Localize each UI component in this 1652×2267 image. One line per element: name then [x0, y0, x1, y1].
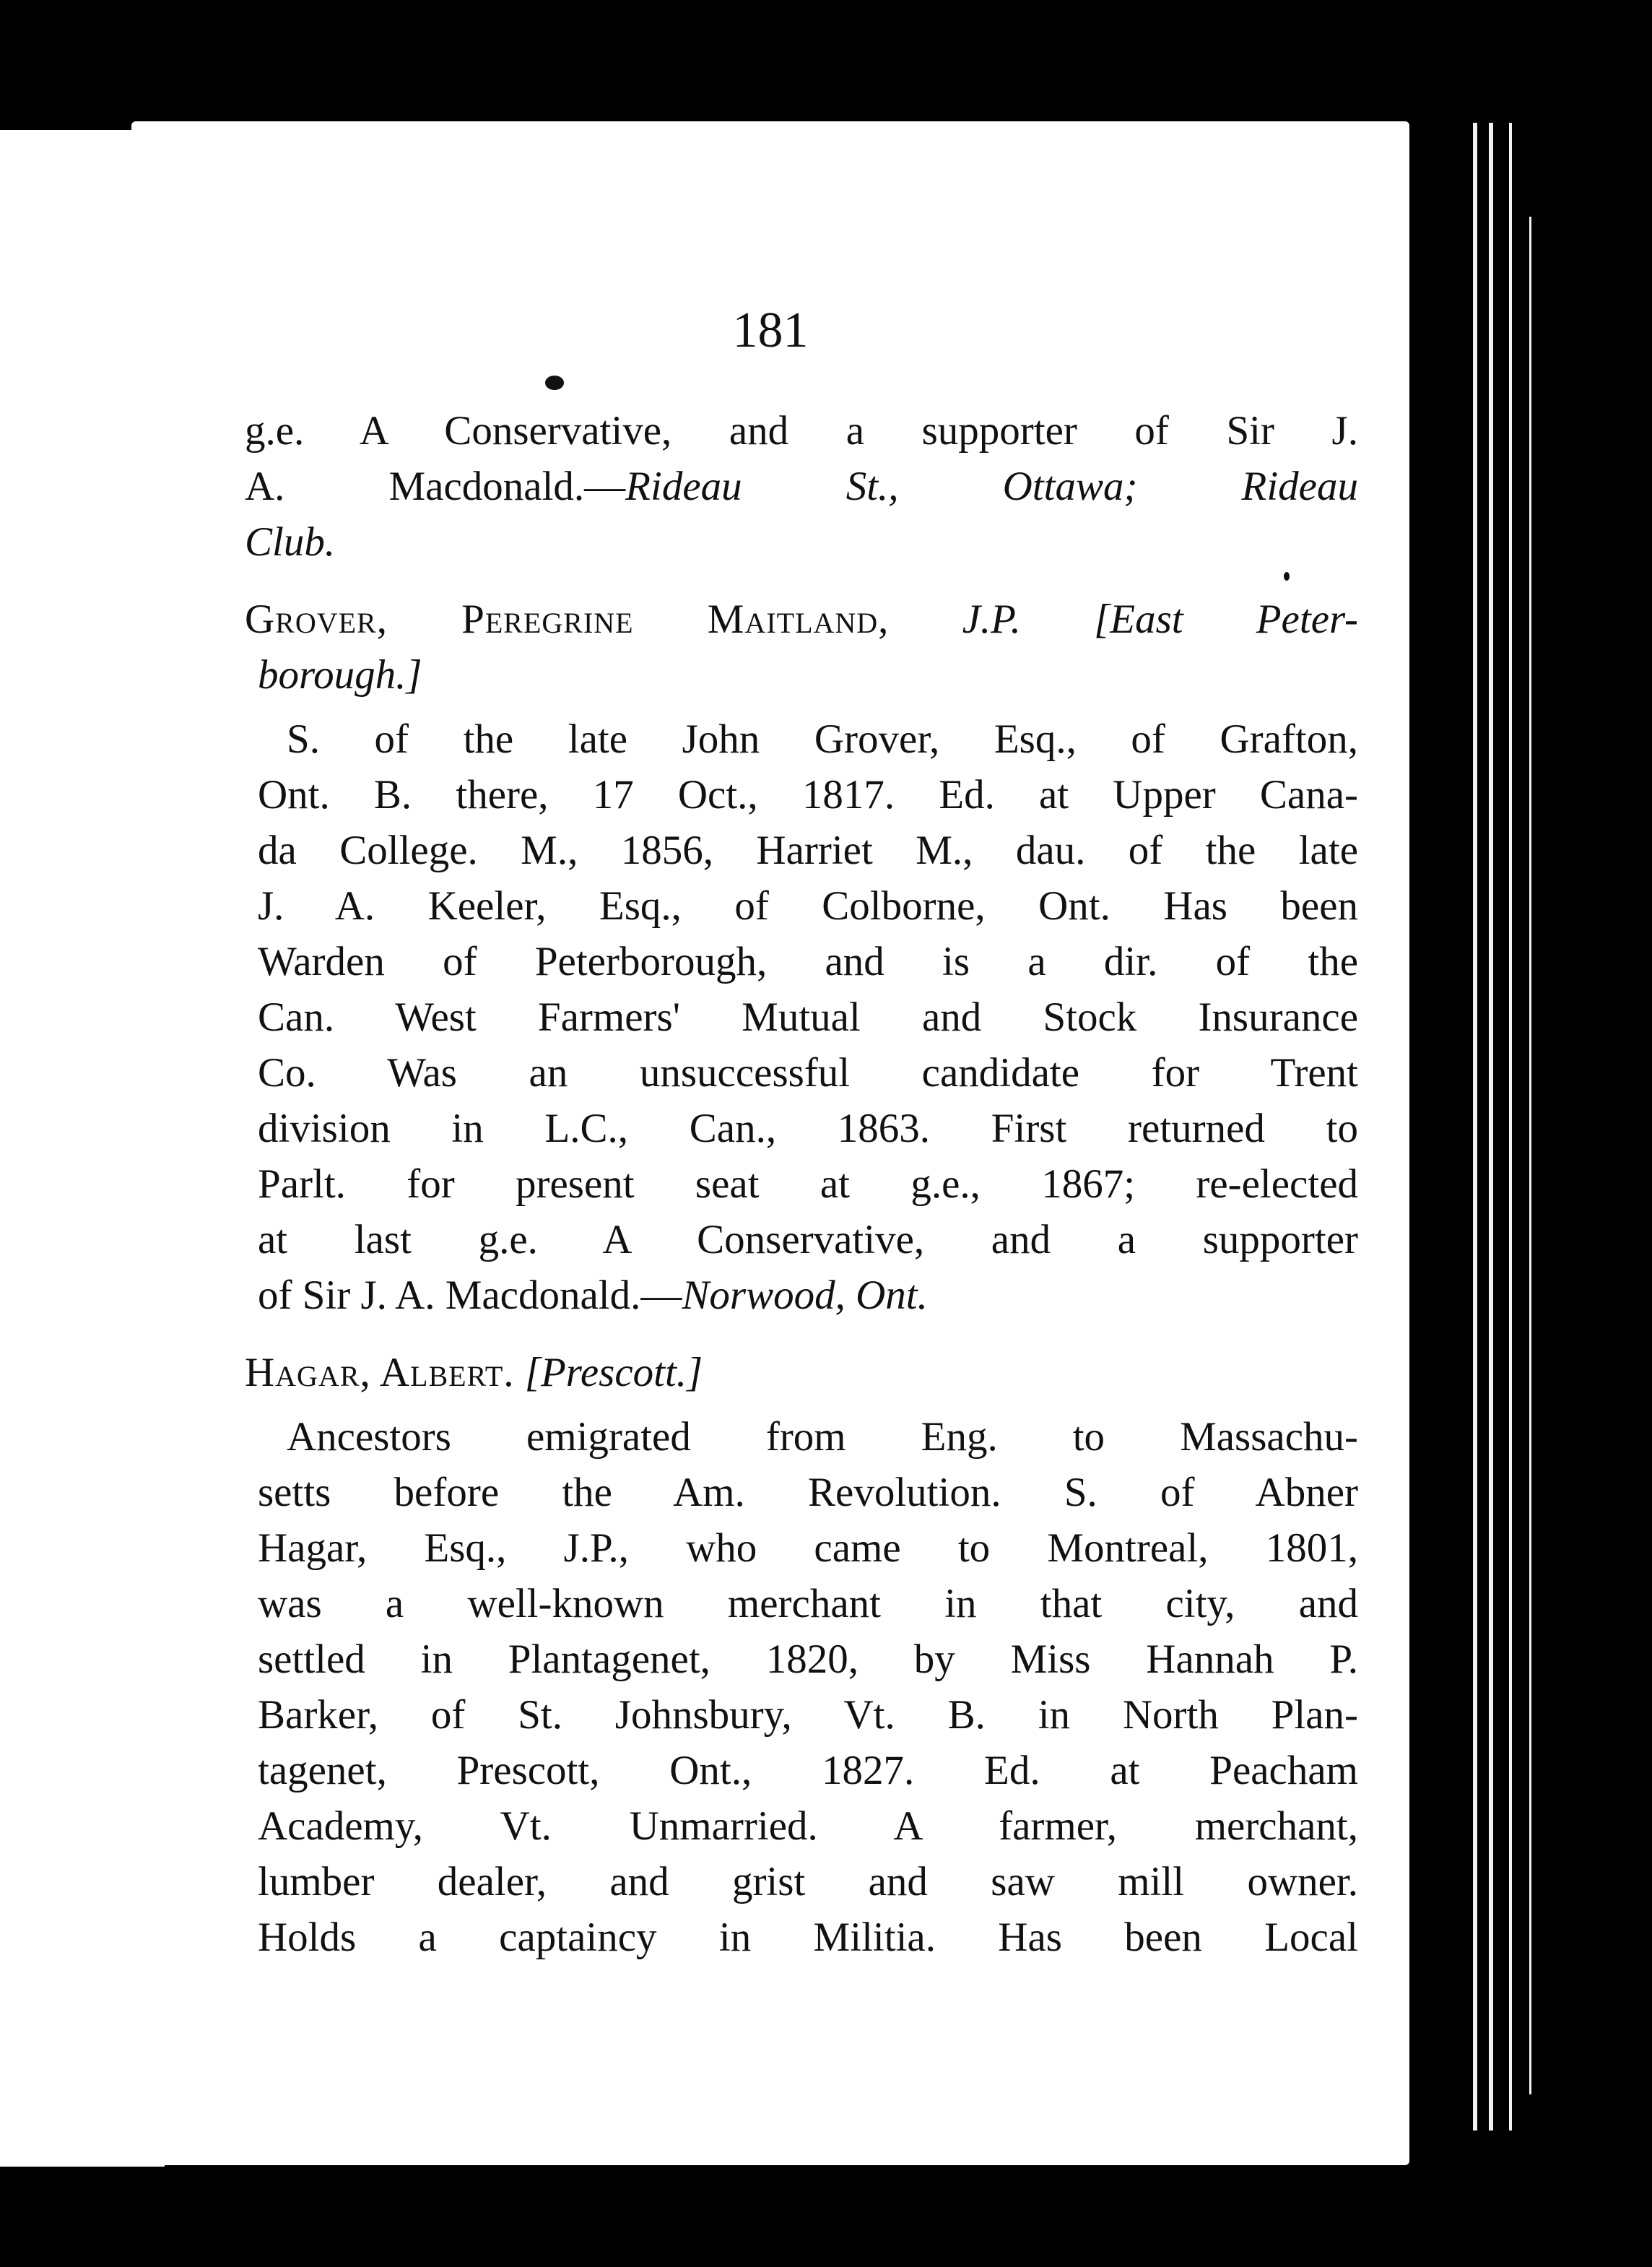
entry-heading-grover: [245, 591, 1358, 703]
text-line-content: g.e. A Conservative, and a supporter of Sir J.: [245, 408, 1358, 454]
text-line: [258, 1267, 1358, 1323]
text-line: Parlt. for present seat at g.e., 1867; re-elected: [258, 1161, 1358, 1207]
text-line-content: of Sir J. A. Macdonald.—: [258, 1273, 682, 1318]
text-line: Academy, Vt. Unmarried. A farmer, merchant,: [258, 1803, 1358, 1849]
text-line: [245, 591, 1358, 647]
text-line: Ont. B. there, 17 Oct., 1817. Ed. at Upper Cana-: [258, 772, 1358, 818]
text-line: Can. West Farmers' Mutual and Stock Insurance: [258, 994, 1358, 1040]
member-name: Grover, Peregrine Maitland,: [245, 597, 890, 642]
page-edge-line: [1509, 123, 1512, 2131]
page-number: 181: [732, 303, 809, 358]
text-line: Barker, of St. Johnsbury, Vt. B. in North Plan-: [258, 1692, 1358, 1738]
entry-continuation: [245, 403, 1358, 570]
text-line: Ancestors emigrated from Eng. to Massachu-: [287, 1414, 1358, 1460]
text-line: division in L.C., Can., 1863. First returned to: [258, 1106, 1358, 1151]
text-line: setts before the Am. Revolution. S. of Abner: [258, 1470, 1358, 1515]
entry-body-hagar: [245, 1409, 1358, 1965]
page-edge-line: [1489, 123, 1493, 2131]
address-italic: Rideau St., Ottawa; Rideau: [625, 464, 1358, 509]
member-title: J.P.: [962, 597, 1021, 642]
text-line: [245, 403, 1358, 459]
text-line: settled in Plantagenet, 1820, by Miss Hannah P.: [258, 1637, 1358, 1682]
text-line: was a well-known merchant in that city, and: [258, 1581, 1358, 1626]
text-line: Holds a captaincy in Militia. Has been Local: [258, 1915, 1358, 1960]
entry-body-grover: [245, 711, 1358, 1323]
text-line: J. A. Keeler, Esq., of Colborne, Ont. Has been: [258, 883, 1358, 929]
text-line: tagenet, Prescott, Ont., 1827. Ed. at Peacham: [258, 1748, 1358, 1793]
constituency: borough.]: [258, 652, 422, 698]
text-line: Hagar, Esq., J.P., who came to Montreal, 1801,: [258, 1525, 1358, 1571]
text-line: [245, 514, 1358, 570]
text-line: [245, 459, 1358, 514]
ink-speck: [1284, 572, 1290, 581]
constituency: [Prescott.]: [524, 1350, 703, 1395]
page-edge-line: [1473, 123, 1477, 2131]
book-page: [131, 121, 1409, 2165]
text-line: [245, 1345, 1358, 1400]
text-line-content: A. Macdonald.—: [245, 464, 626, 509]
constituency: [East Peter-: [1094, 597, 1359, 642]
text-line: Co. Was an unsuccessful candidate for Trent: [258, 1050, 1358, 1096]
entry-heading-hagar: [245, 1345, 1358, 1400]
address-italic: Norwood,: [682, 1273, 845, 1318]
text-line: [245, 647, 1358, 703]
address-italic: Ont.: [856, 1273, 928, 1318]
text-line: at last g.e. A Conservative, and a supporter: [258, 1217, 1358, 1262]
text-body: [245, 403, 1358, 1965]
text-line: lumber dealer, and grist and saw mill owner.: [258, 1859, 1358, 1904]
text-line: da College. M., 1856, Harriet M., dau. of the late: [258, 828, 1358, 873]
address-italic: Club.: [245, 519, 336, 565]
member-name: Hagar, Albert.: [245, 1350, 515, 1395]
ink-speck: [545, 376, 564, 390]
page-edge-line: [1529, 217, 1531, 2094]
text-line: S. of the late John Grover, Esq., of Grafton,: [287, 716, 1358, 762]
text-line: Warden of Peterborough, and is a dir. of the: [258, 939, 1358, 984]
